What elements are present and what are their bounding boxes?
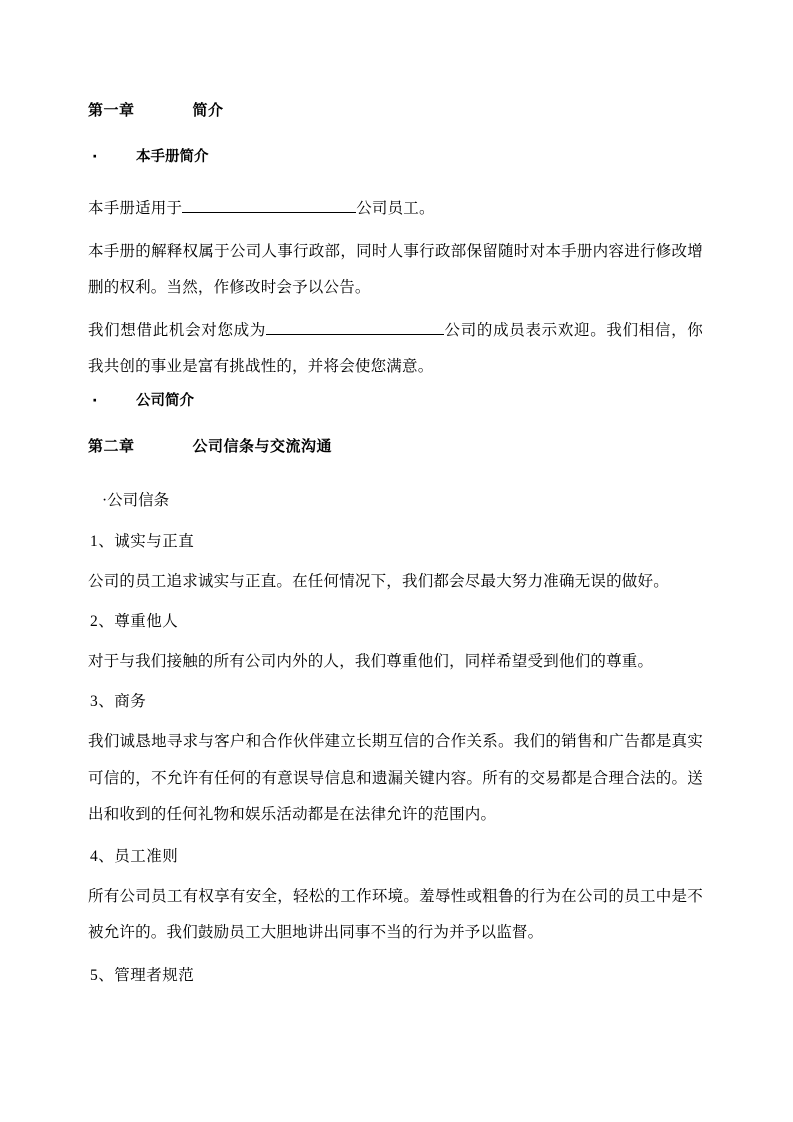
paragraph-welcome-prefix: 我们想借此机会对您成为 bbox=[88, 321, 267, 339]
company-name-blank-2 bbox=[266, 334, 444, 335]
paragraph-applicability bbox=[88, 191, 703, 227]
chapter-2-heading bbox=[88, 436, 703, 457]
creed-item-1-body: 公司的员工追求诚实与正直。在任何情况下，我们都会尽最大努力准确无误的做好。 bbox=[88, 572, 669, 590]
section-handbook-intro-label: 本手册简介 bbox=[136, 149, 209, 165]
creed-item-4-heading: 4、员工准则 bbox=[90, 848, 179, 866]
chapter-2-label: 第二章 bbox=[88, 436, 135, 455]
chapter-1-heading bbox=[88, 100, 703, 121]
bullet-dot-icon: · bbox=[92, 393, 98, 410]
creed-item-3-heading: 3、商务 bbox=[90, 693, 147, 711]
bullet-dot-icon: · bbox=[92, 149, 98, 165]
paragraph-applicability-prefix: 本手册适用于 bbox=[88, 200, 183, 218]
creed-item-4-body: 所有公司员工有权享有安全，轻松的工作环境。羞辱性或粗鲁的行为在公司的员工中是不被允许的。我们鼓励员工大胆地讲出同事不当的行为并予以监督。 bbox=[88, 888, 703, 942]
paragraph-applicability-suffix: 公司员工。 bbox=[356, 200, 435, 218]
paragraph-interpretation-rights: 本手册的解释权属于公司人事行政部，同时人事行政部保留随时对本手册内容进行修改增删的权利。当然，作修改时会予以公告。 bbox=[88, 242, 703, 297]
chapter-1-label: 第一章 bbox=[88, 101, 135, 119]
creed-item-3-body: 我们诚恳地寻求与客户和合作伙伴建立长期互信的合作关系。我们的销售和广告都是真实可信的，不允许有任何的有意误导信息和遗漏关键内容。所有的交易都是合理合法的。送出和收到的任何礼物和娱乐活动都是在法律允许的范围内。 bbox=[88, 733, 703, 823]
section-handbook-intro-heading bbox=[88, 147, 703, 167]
paragraph-welcome-suffix: 公司的成员表示欢迎。我们相信，你我共创的事业是富有挑战性的，并将会使您满意。 bbox=[88, 321, 704, 375]
creed-item-2-heading: 2、尊重他人 bbox=[90, 613, 179, 631]
creed-item-2-body: 对于与我们接触的所有公司内外的人，我们尊重他们，同样希望受到他们的尊重。 bbox=[88, 653, 654, 671]
creed-item-1-heading: 1、诚实与正直 bbox=[90, 533, 195, 551]
creed-item-5-heading: 5、管理者规范 bbox=[90, 966, 195, 984]
company-name-blank-1 bbox=[182, 212, 356, 213]
subsection-creed-heading: ·公司信条 bbox=[102, 491, 170, 509]
section-company-intro-heading bbox=[88, 391, 703, 411]
section-company-intro-label: 公司简介 bbox=[136, 393, 194, 410]
chapter-1-title: 简介 bbox=[192, 101, 224, 119]
chapter-2-title: 公司信条与交流沟通 bbox=[192, 436, 333, 455]
paragraph-welcome bbox=[88, 313, 703, 386]
